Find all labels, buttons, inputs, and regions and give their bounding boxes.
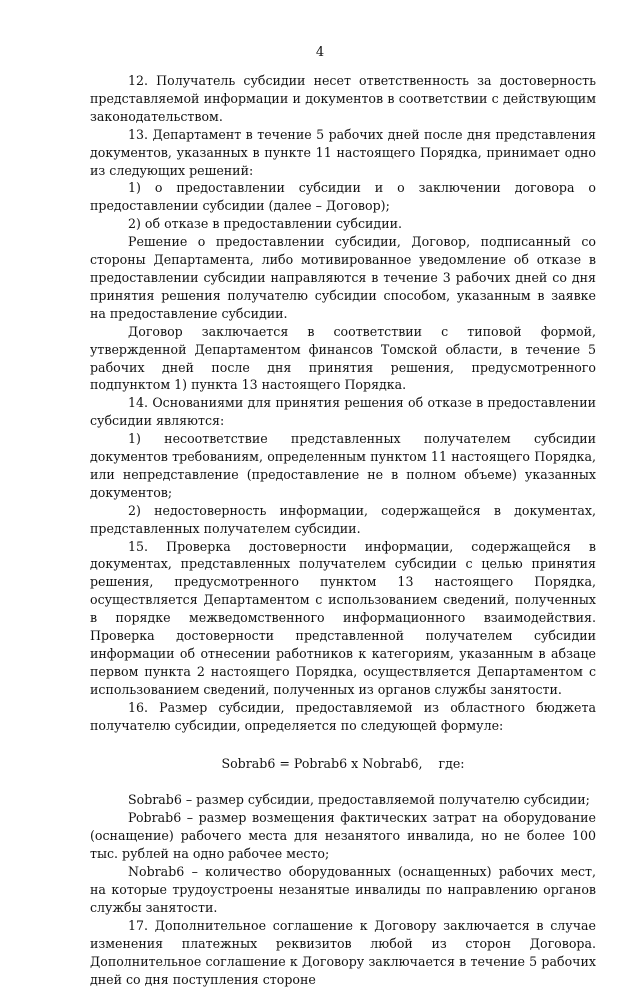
paragraph-14: 14. Основаниями для принятия решения об отказе в предоставлении субсидии являются: xyxy=(90,395,596,429)
paragraph-13-item-2: 2) об отказе в предоставлении субсидии. xyxy=(128,216,402,232)
paragraph-16: 16. Размер субсидии, предоставляемой из областного бюджета получателю субсидии, определяется по следующей формуле: xyxy=(90,699,596,733)
page-number: 4 xyxy=(315,45,325,60)
paragraph-13-decision: Решение о предоставлении субсидии, Договор, подписанный со стороны Департамента, либо мотивированное уведомление об отказе в предоставлении субсидии направляются в течение 3 рабочих дней со дня принятия решения получателю субсидии способом, указанным в заявке на предоставление субсидии. xyxy=(90,234,596,321)
paragraph-13-item-1: 1) о предоставлении субсидии и о заключении договора о предоставлении субсидии (далее – Договор); xyxy=(90,180,596,214)
paragraph-13-contract: Договор заключается в соответствии с типовой формой, утвержденной Департаментом финансов Томской области, в течение 5 рабочих дней после дня принятия решения, предусмотренного подпунктом 1) пункта 13 настоящего Порядка. xyxy=(90,323,596,393)
paragraph-15: 15. Проверка достоверности информации, содержащейся в документах, представленных получателем субсидии с целью принятия решения, предусмотренного пунктом 13 настоящего Порядка, осуществляется Департаментом с использованием сведений, полученных в порядке межведомственного информационного взаимодействия. Проверка достоверности представленной получателем субсидии информации об отнесении работников к категориям, указанным в абзаце первом пункта 2 настоящего Порядка, осуществляется Департаментом с использованием сведений, полученных из органов службы занятости. xyxy=(90,538,596,697)
formula-expression: Sobrab6 = Pobrab6 x Nobrab6, xyxy=(221,755,423,771)
paragraph-14-item-1: 1) несоответствие представленных получателем субсидии документов требованиям, определенным пунктом 11 настоящего Порядка, или непредставление (предоставление не в полном объеме) указанных документов; xyxy=(90,431,596,500)
formula-suffix: где: xyxy=(438,755,465,771)
definition-pobrab: Pobrab6 – размер возмещения фактических затрат на оборудование (оснащение) рабочего места для незанятого инвалида, но не более 100 тыс. рублей на одно рабочее место; xyxy=(90,810,596,862)
paragraph-14-item-2: 2) недостоверность информации, содержащейся в документах, представленных получателем субсидии. xyxy=(90,502,596,536)
definition-nobrab: Nobrab6 – количество оборудованных (оснащенных) рабочих мест, на которые трудоустроены незанятые инвалиды по направлению органов службы занятости. xyxy=(90,864,596,915)
paragraph-12: 12. Получатель субсидии несет ответственность за достоверность представляемой информации и документов в соответствии с действующим законодательством. xyxy=(90,73,596,124)
paragraph-13: 13. Департамент в течение 5 рабочих дней после дня представления документов, указанных в пункте 11 настоящего Порядка, принимает одно из следующих решений: xyxy=(90,126,596,178)
formula xyxy=(90,735,596,792)
definition-sobrab: Sobrab6 – размер субсидии, предоставляемой получателю субсидии; xyxy=(128,792,590,808)
document-body xyxy=(90,72,596,988)
paragraph-17: 17. Дополнительное соглашение к Договору заключается в случае изменения платежных реквизитов любой из сторон Договора. Дополнительное соглашение к Договору заключается в течение 5 рабочих дней со дня поступления стороне xyxy=(90,917,596,987)
